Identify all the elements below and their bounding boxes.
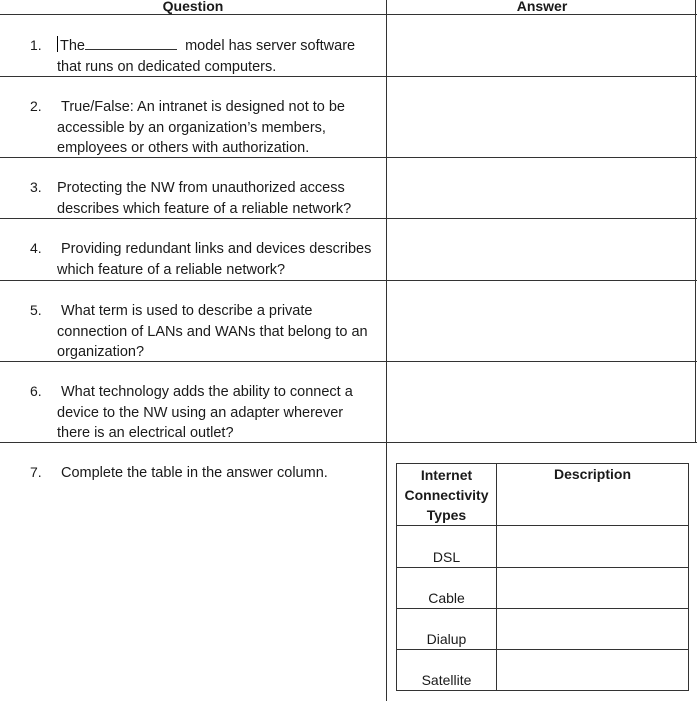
description-cell[interactable] xyxy=(497,609,689,650)
description-header: Description xyxy=(497,464,689,526)
question-text: Complete the table in the answer column. xyxy=(61,465,328,481)
question-text: What technology adds the ability to connect a device to the NW using an adapter wherever there is an electrical outlet? xyxy=(57,384,353,441)
question-text: True/False: An intranet is designed not to be accessible by an organization’s members, employees or others with authorization. xyxy=(57,99,345,156)
question-text-part: model has server software xyxy=(185,38,356,54)
question-number: 3. xyxy=(30,179,42,195)
question-text-part: that runs on dedicated computers. xyxy=(57,58,277,75)
question-number: 1. xyxy=(30,37,42,53)
connectivity-types-header: Internet Connectivity Types xyxy=(397,464,497,526)
connectivity-type-cell: DSL xyxy=(397,526,497,568)
question-text: What term is used to describe a private connection of LANs and WANs that belong to an organization? xyxy=(57,303,368,360)
question-number: 5. xyxy=(30,302,42,318)
question-column-header: Question xyxy=(162,0,224,14)
connectivity-type-cell: Cable xyxy=(397,568,497,609)
question-text: Protecting the NW from unauthorized access describes which feature of a reliable network? xyxy=(57,180,352,217)
row-divider xyxy=(0,14,697,15)
connectivity-table xyxy=(396,463,689,691)
question-text[interactable] xyxy=(57,36,377,77)
question-number: 7. xyxy=(30,464,42,480)
description-cell[interactable] xyxy=(497,526,689,568)
question-text-part: The xyxy=(60,38,85,54)
text-cursor xyxy=(57,36,58,52)
description-cell[interactable] xyxy=(497,650,689,691)
question-number: 4. xyxy=(30,240,42,256)
row-divider xyxy=(0,280,697,281)
question-text: Providing redundant links and devices describes which feature of a reliable network? xyxy=(57,241,372,278)
answer-column-header: Answer xyxy=(516,0,568,14)
connectivity-type-cell: Dialup xyxy=(397,609,497,650)
column-divider xyxy=(386,0,387,701)
connectivity-type-cell: Satellite xyxy=(397,650,497,691)
description-cell[interactable] xyxy=(497,568,689,609)
table-right-border xyxy=(695,0,696,443)
question-number: 2. xyxy=(30,98,42,114)
fill-in-blank[interactable] xyxy=(85,36,177,50)
question-number: 6. xyxy=(30,383,42,399)
